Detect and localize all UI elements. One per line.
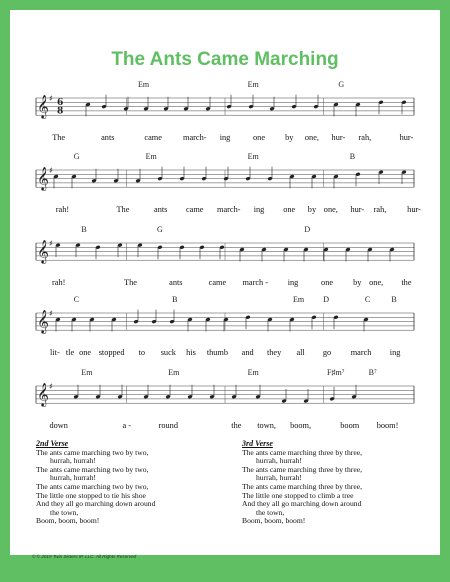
song-title: The Ants Came Marching — [111, 49, 339, 70]
lyric-syllable: round — [158, 421, 178, 430]
lyric-syllable: boom — [340, 421, 360, 430]
lyric-syllable: the — [231, 421, 242, 430]
verse-heading: 2nd Verse — [36, 439, 69, 448]
lyric-syllable: came — [208, 278, 227, 287]
verse-line: The little one stopped to tie his shoe — [36, 490, 146, 500]
treble-clef-icon: 𝄞 — [37, 309, 49, 333]
key-signature-sharp-icon: ♯ — [49, 166, 53, 175]
lyric-syllable: one — [79, 348, 92, 357]
key-signature-sharp-icon: ♯ — [49, 382, 53, 391]
chord-symbol: B — [391, 295, 397, 304]
lyric-syllable: by — [285, 133, 294, 142]
time-signature-digit: 8 — [57, 106, 64, 117]
lyric-syllable: rah, — [358, 133, 372, 142]
verse-line: The little one stopped to climb a tree — [242, 490, 354, 500]
lyric-syllable: one — [253, 133, 266, 142]
lyric-syllable: march — [350, 348, 372, 357]
music-system-2 — [36, 152, 421, 222]
lyric-syllable: down — [49, 421, 68, 430]
lyric-syllable: ing — [287, 278, 299, 287]
verse-block-2nd — [36, 440, 216, 526]
lyric-syllable: and — [241, 348, 254, 357]
sheet-music-page — [10, 10, 440, 555]
verse-line: the town, — [256, 507, 285, 517]
chord-symbol: B⁷ — [368, 368, 377, 377]
lyric-syllable: town, — [257, 421, 276, 430]
lyric-syllable: boom, — [290, 421, 312, 430]
lyric-syllable: a - — [122, 421, 131, 430]
chord-symbol: Em — [145, 152, 157, 161]
lyric-syllable: hur- — [331, 133, 346, 142]
chord-symbol: G — [156, 225, 163, 234]
verse-heading: 3rd Verse — [242, 439, 273, 448]
chord-symbol: B — [349, 152, 356, 161]
chord-symbol: Em — [293, 295, 305, 304]
lyric-syllable: came — [185, 205, 204, 214]
key-signature-sharp-icon: ♯ — [49, 239, 53, 248]
lyric-syllable: all — [296, 348, 305, 357]
verse-line: the town, — [50, 507, 79, 517]
lyric-syllable: his — [186, 348, 196, 357]
lyric-syllable: march- — [217, 205, 241, 214]
chord-symbol: Em — [81, 368, 93, 377]
lyric-syllable: rah! — [51, 278, 66, 287]
verse-line: The ants came marching two by two, — [36, 447, 149, 457]
key-signature-sharp-icon: ♯ — [49, 309, 53, 318]
lyric-syllable: hur- — [399, 133, 414, 142]
chord-symbol: G — [338, 80, 345, 89]
music-system-4 — [36, 295, 414, 365]
lyric-syllable: ing — [389, 348, 401, 357]
chord-symbol: C — [364, 295, 371, 304]
lyric-syllable: stopped — [98, 348, 125, 357]
lyric-syllable: march - — [242, 278, 269, 287]
treble-clef-icon: 𝄞 — [37, 94, 49, 118]
music-system-1 — [36, 80, 414, 150]
lyric-syllable: came — [144, 133, 162, 142]
chord-symbol: B — [81, 225, 87, 234]
treble-clef-icon: 𝄞 — [37, 382, 49, 406]
lyric-syllable: march- — [183, 133, 207, 142]
lyric-syllable: ants — [169, 278, 183, 287]
lyric-syllable: one, — [304, 133, 319, 142]
lyric-syllable: ing — [219, 133, 231, 142]
chord-symbol: Em — [247, 368, 259, 377]
key-signature-sharp-icon: ♯ — [49, 94, 53, 103]
chord-symbol: Em — [138, 80, 150, 89]
lyric-syllable: rah, — [373, 205, 387, 214]
music-system-3 — [36, 225, 414, 295]
verse-line: And they all go marching down around — [36, 499, 156, 509]
lyric-syllable: hur- — [350, 205, 365, 214]
lyric-syllable: hur- — [407, 205, 421, 214]
chord-symbol: Em — [247, 152, 259, 161]
verse-line: hurrah, hurrah! — [256, 456, 302, 466]
lyric-syllable: ants — [154, 205, 168, 214]
lyric-syllable: they — [266, 348, 282, 357]
lyric-syllable: one — [321, 278, 334, 287]
chord-symbol: D — [323, 295, 330, 304]
lyric-syllable: to — [138, 348, 146, 357]
lyric-syllable: rah! — [55, 205, 70, 214]
treble-clef-icon: 𝄞 — [37, 166, 49, 190]
music-system-5 — [36, 368, 414, 438]
verse-line: The ants came marching two by two, — [36, 464, 149, 474]
lyric-syllable: boom! — [376, 421, 399, 430]
verse-line: Boom, boom, boom! — [242, 516, 306, 526]
lyric-syllable: suck — [160, 348, 176, 357]
lyric-syllable: one, — [323, 205, 338, 214]
lyric-syllable: ing — [253, 205, 265, 214]
chord-symbol: C — [73, 295, 80, 304]
treble-clef-icon: 𝄞 — [37, 239, 49, 263]
lyric-syllable: go — [322, 348, 332, 357]
verse-line: hurrah, hurrah! — [50, 456, 96, 466]
verse-line: The ants came marching two by two, — [36, 481, 149, 491]
chord-symbol: Em — [168, 368, 180, 377]
copyright-footer: © © 2019 Twin Sisters IP, LLC. All Rights Reserved — [32, 554, 137, 559]
lyric-syllable: by — [353, 278, 362, 287]
lyric-syllable: by — [307, 205, 317, 214]
chord-symbol: D — [304, 225, 311, 234]
verse-line: The ants came marching three by three, — [242, 481, 362, 491]
verse-line: Boom, boom, boom! — [36, 516, 100, 526]
chord-symbol: B — [172, 295, 178, 304]
verse-line: And they all go marching down around — [242, 499, 362, 509]
lyric-syllable: The — [52, 133, 66, 142]
verse-line: The ants came marching three by three, — [242, 464, 362, 474]
chord-symbol: F♯m⁷ — [327, 368, 345, 377]
verse-line: hurrah, hurrah! — [50, 473, 96, 483]
verse-block-3rd — [242, 440, 422, 526]
lyric-syllable: The — [124, 278, 137, 287]
lyric-syllable: ants — [101, 133, 115, 142]
lyric-syllable: the — [401, 278, 412, 287]
lyric-syllable: lit- — [50, 348, 60, 357]
lyric-syllable: tle — [65, 348, 75, 357]
lyric-syllable: The — [116, 205, 130, 214]
lyric-syllable: thumb — [206, 348, 229, 357]
lyric-syllable: one — [283, 205, 296, 214]
verse-line: The ants came marching three by three, — [242, 447, 362, 457]
chord-symbol: Em — [247, 80, 259, 89]
lyric-syllable: one, — [369, 278, 384, 287]
chord-symbol: G — [73, 152, 80, 161]
time-signature-digit: 6 — [57, 98, 64, 108]
verse-line: hurrah, hurrah! — [256, 473, 302, 483]
